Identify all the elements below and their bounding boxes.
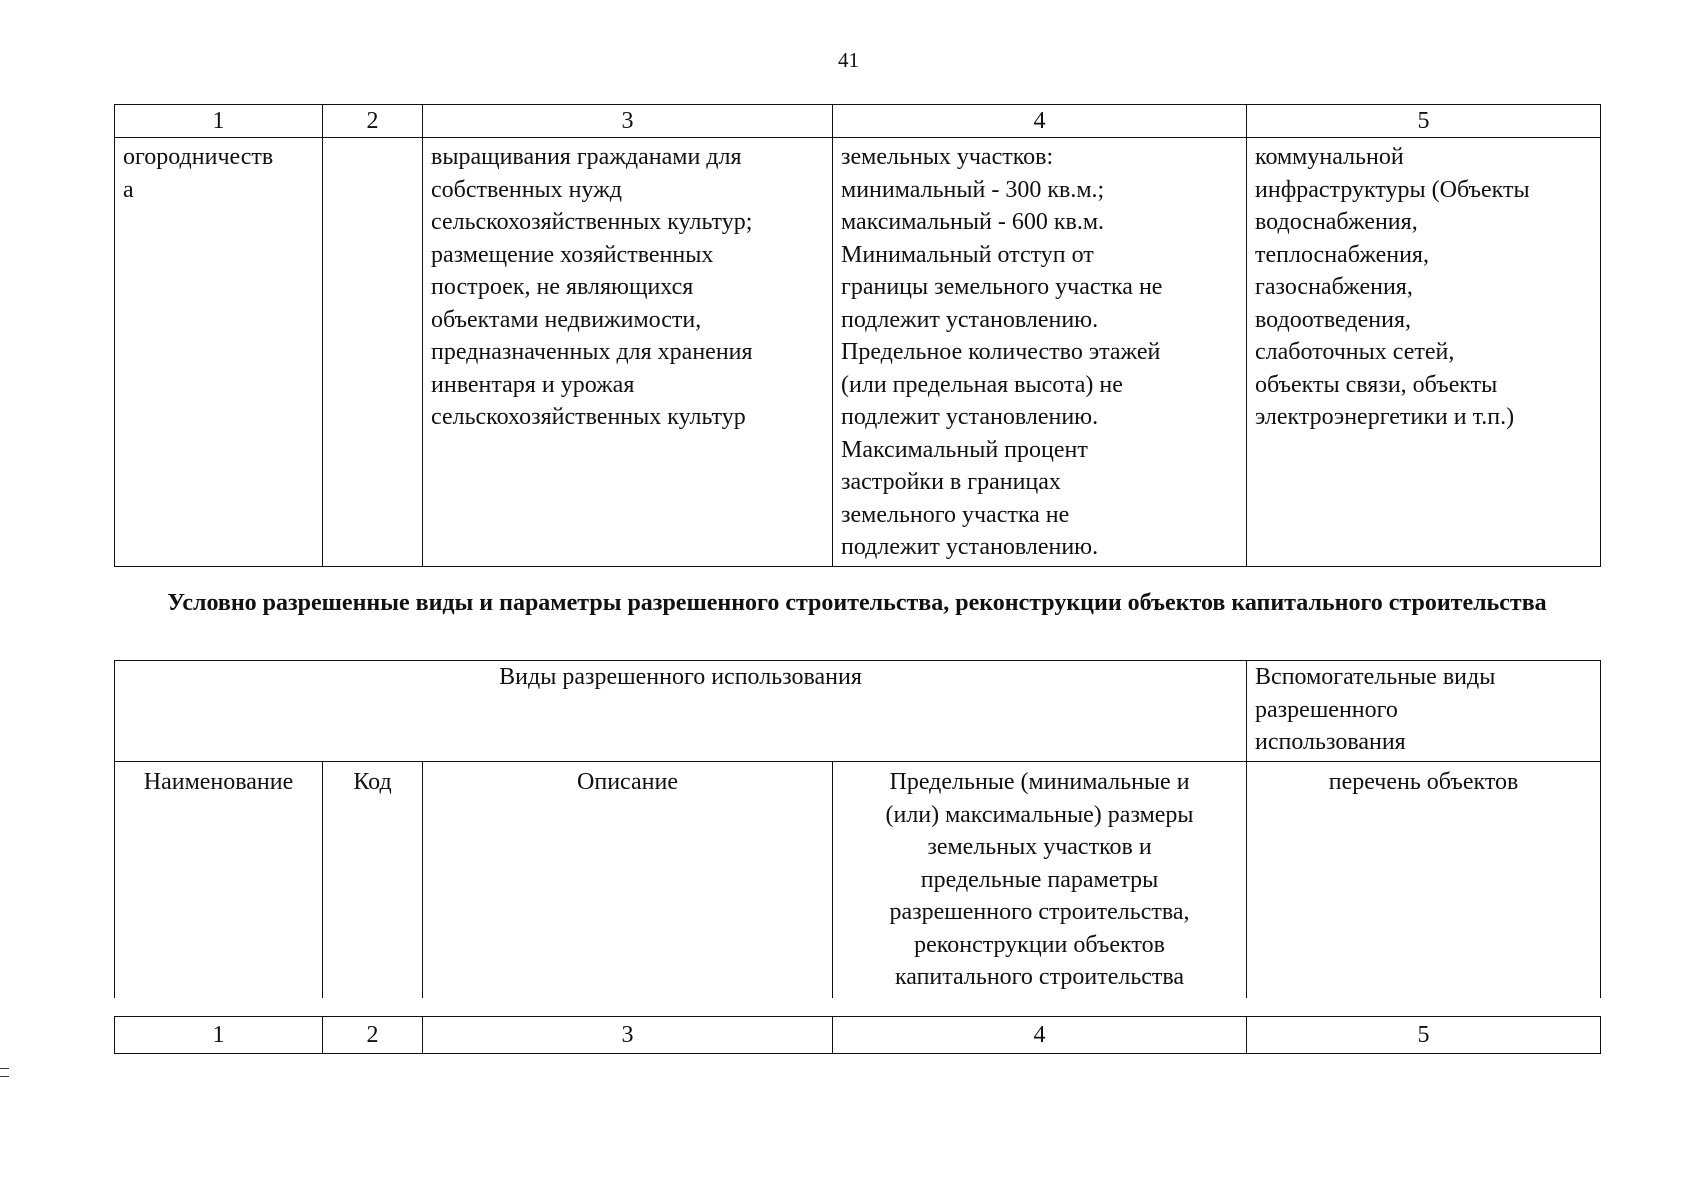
- conditional-use-column-numbers: [114, 1016, 1601, 1054]
- page-number: 41: [838, 48, 859, 72]
- column-number: 5: [1247, 105, 1601, 138]
- auxiliary-use-cell: коммунальной инфраструктуры (Объекты водоснабжения, теплоснабжения, газоснабжения, водоотведения, слаботочных сетей, объекты связи, объекты электроэнергетики и т.п.): [1247, 138, 1601, 567]
- column-number-row: [115, 105, 1601, 138]
- column-number: 2: [323, 1017, 423, 1054]
- margin-mark: [0, 1068, 9, 1077]
- group-header-row: [115, 661, 1601, 762]
- conditional-use-table: [114, 660, 1601, 998]
- use-description-cell: выращивания гражданами для собственных нужд сельскохозяйственных культур; размещение хозяйственных построек, не являющихся объектами недвижимости, предназначенных для хранения инвентаря и урожая сельскохозяйственных культур: [423, 138, 833, 567]
- column-number: 4: [833, 1017, 1247, 1054]
- name-column-header: Наименование: [115, 762, 323, 999]
- permitted-use-table-continuation: [114, 104, 1601, 567]
- section-heading: Условно разрешенные виды и параметры разрешенного строительства, реконструкции объектов капитального строительства: [167, 590, 1547, 616]
- column-number: 5: [1247, 1017, 1601, 1054]
- parameters-column-header: Предельные (минимальные и (или) максимальные) размеры земельных участков и предельные параметры разрешенного строительства, реконструкции объектов капитального строительства: [833, 762, 1247, 999]
- description-column-header: Описание: [423, 762, 833, 999]
- column-number: 3: [423, 105, 833, 138]
- use-parameters-cell: земельных участков: минимальный - 300 кв.м.; максимальный - 600 кв.м. Минимальный отступ от границы земельного участка не подлежит установлению. Предельное количество этажей (или предельная высота) не подлежит установлению. Максимальный процент застройки в границах земельного участка не подлежит установлению.: [833, 138, 1247, 567]
- column-number: 1: [115, 1017, 323, 1054]
- auxiliary-use-header: Вспомогательные виды разрешенного использования: [1247, 661, 1601, 762]
- column-header-row: [115, 762, 1601, 999]
- code-column-header: Код: [323, 762, 423, 999]
- use-name-cell: огородничеств а: [115, 138, 323, 567]
- column-number-row: [115, 1017, 1601, 1054]
- table-row: [115, 138, 1601, 567]
- column-number: 3: [423, 1017, 833, 1054]
- permitted-use-group-header: Виды разрешенного использования: [115, 661, 1247, 762]
- column-number: 2: [323, 105, 423, 138]
- objects-column-header: перечень объектов: [1247, 762, 1601, 999]
- use-code-cell: [323, 138, 423, 567]
- column-number: 1: [115, 105, 323, 138]
- column-number: 4: [833, 105, 1247, 138]
